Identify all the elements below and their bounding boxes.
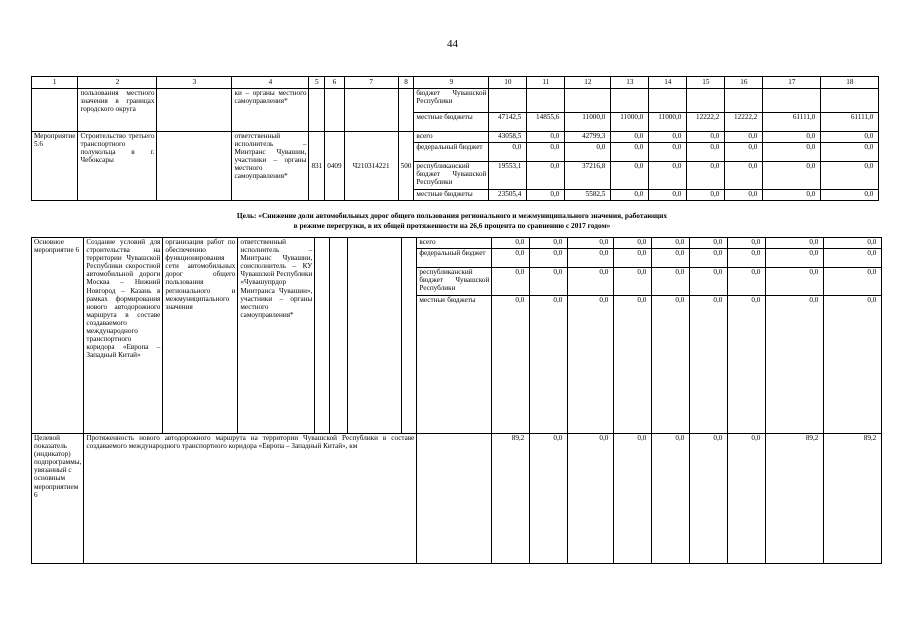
amount-cell: 11000,0 bbox=[565, 113, 611, 132]
indicator-value: 0,0 bbox=[652, 434, 690, 564]
amount-cell: 0,0 bbox=[763, 162, 821, 190]
amount-cell: 0,0 bbox=[824, 249, 882, 268]
amount-cell: 0,0 bbox=[652, 238, 690, 249]
amount-cell: 23505,4 bbox=[489, 190, 527, 201]
amount-cell: 0,0 bbox=[687, 162, 725, 190]
column-number: 16 bbox=[725, 77, 763, 89]
amount-cell: 0,0 bbox=[530, 268, 568, 296]
amount-cell: 0,0 bbox=[492, 238, 530, 249]
amount-cell: 0,0 bbox=[728, 268, 766, 296]
amount-cell: 0,0 bbox=[766, 238, 824, 249]
amount-cell: 0,0 bbox=[821, 132, 879, 143]
amount-cell: 0,0 bbox=[725, 190, 763, 201]
amount-cell: 0,0 bbox=[824, 268, 882, 296]
budget-table-upper bbox=[31, 76, 879, 201]
funding-source: республиканский бюджет Чувашской Республики bbox=[417, 268, 492, 296]
indicator-value: 0,0 bbox=[614, 434, 652, 564]
indicator-description: Протяженность нового автодорожного маршрута на территории Чувашской Республики в составе создаваемого международного транспортного коридора «Европа – Западный Китай», км bbox=[84, 434, 417, 564]
rzpr-code: 0409 bbox=[325, 132, 344, 201]
amount-cell: 0,0 bbox=[728, 296, 766, 434]
column-number: 6 bbox=[325, 77, 344, 89]
amount-cell: 0,0 bbox=[652, 296, 690, 434]
goal-line-2: в режиме перегрузки, в их общей протяженности на 26,6 процента по сравнению с 2017 годом» bbox=[293, 220, 611, 230]
amount-cell: 5582,5 bbox=[565, 190, 611, 201]
indicator-value: 89,2 bbox=[824, 434, 882, 564]
amount-cell: 0,0 bbox=[824, 238, 882, 249]
indicator-value: 89,2 bbox=[492, 434, 530, 564]
column-number: 8 bbox=[398, 77, 414, 89]
table-row bbox=[32, 132, 879, 143]
column-number: 7 bbox=[344, 77, 398, 89]
event-label: Мероприятие 5.6 bbox=[32, 132, 78, 201]
amount-cell: 61111,0 bbox=[763, 113, 821, 132]
amount-cell: 0,0 bbox=[614, 296, 652, 434]
amount-cell: 0,0 bbox=[728, 249, 766, 268]
column-number: 9 bbox=[414, 77, 489, 89]
amount-cell: 0,0 bbox=[763, 190, 821, 201]
amount-cell: 0,0 bbox=[821, 162, 879, 190]
column-number: 14 bbox=[649, 77, 687, 89]
amount-cell: 0,0 bbox=[649, 132, 687, 143]
funding-source: федеральный бюджет bbox=[414, 143, 489, 162]
amount-cell: 0,0 bbox=[652, 249, 690, 268]
column-number: 15 bbox=[687, 77, 725, 89]
event-label: Основное мероприятие 6 bbox=[32, 238, 84, 434]
amount-cell: 0,0 bbox=[763, 132, 821, 143]
amount-cell: 0,0 bbox=[690, 249, 728, 268]
goal-heading bbox=[31, 211, 873, 230]
amount-cell: 0,0 bbox=[649, 190, 687, 201]
vr-code: 500 bbox=[398, 132, 414, 201]
amount-cell: 0,0 bbox=[690, 238, 728, 249]
funding-source: местные бюджеты bbox=[417, 296, 492, 434]
funding-source: всего bbox=[417, 238, 492, 249]
amount-cell: 0,0 bbox=[725, 162, 763, 190]
amount-cell: 37216,8 bbox=[565, 162, 611, 190]
column-number: 18 bbox=[821, 77, 879, 89]
amount-cell: 42799,3 bbox=[565, 132, 611, 143]
amount-cell: 0,0 bbox=[763, 143, 821, 162]
amount-cell: 43058,5 bbox=[489, 132, 527, 143]
funding-source: местные бюджеты bbox=[414, 190, 489, 201]
amount-cell: 0,0 bbox=[687, 132, 725, 143]
amount-cell: 0,0 bbox=[527, 162, 565, 190]
indicator-value: 0,0 bbox=[690, 434, 728, 564]
amount-cell: 0,0 bbox=[690, 296, 728, 434]
funding-source: местные бюджеты bbox=[414, 113, 489, 132]
amount-cell: 12222,2 bbox=[725, 113, 763, 132]
amount-cell: 0,0 bbox=[728, 238, 766, 249]
amount-cell: 0,0 bbox=[725, 143, 763, 162]
indicator-row bbox=[32, 434, 882, 564]
amount-cell: 0,0 bbox=[568, 268, 614, 296]
column-number: 11 bbox=[527, 77, 565, 89]
amount-cell: 0,0 bbox=[766, 296, 824, 434]
amount-cell: 14855,6 bbox=[527, 113, 565, 132]
column-number: 4 bbox=[232, 77, 309, 89]
amount-cell: 0,0 bbox=[821, 190, 879, 201]
amount-cell: 0,0 bbox=[611, 190, 649, 201]
amount-cell: 0,0 bbox=[821, 143, 879, 162]
amount-cell: 11000,0 bbox=[611, 113, 649, 132]
amount-cell: 0,0 bbox=[527, 132, 565, 143]
table-row bbox=[32, 238, 882, 249]
column-number: 2 bbox=[78, 77, 157, 89]
amount-cell: 0,0 bbox=[766, 249, 824, 268]
amount-cell: 0,0 bbox=[611, 143, 649, 162]
amount-cell: 0,0 bbox=[649, 143, 687, 162]
event-purpose: организация работ по обеспечению функционирования сети автомобильных дорог общего пользования регионального и межмуниципального значения bbox=[163, 238, 238, 434]
amount-cell: 0,0 bbox=[687, 143, 725, 162]
amount-cell: 0,0 bbox=[766, 268, 824, 296]
amount-cell: 0,0 bbox=[687, 190, 725, 201]
continued-executor: ки – органы местного самоуправления* bbox=[232, 89, 309, 132]
amount-cell: 0,0 bbox=[568, 238, 614, 249]
amount-cell: 0,0 bbox=[530, 249, 568, 268]
funding-source: бюджет Чувашской Республики bbox=[414, 89, 489, 113]
amount-cell: 0,0 bbox=[527, 190, 565, 201]
amount-cell: 12222,2 bbox=[687, 113, 725, 132]
indicator-label: Целевой показатель (индикатор) подпрограммы, увязанный с основным мероприятием 6 bbox=[32, 434, 84, 564]
amount-cell: 0,0 bbox=[565, 143, 611, 162]
event-executor: ответственный исполнитель – Минтранс Чувашии, участники – органы местного самоуправления* bbox=[232, 132, 309, 201]
event-description: Строительство третьего транспортного полукольца в г. Чебоксары bbox=[78, 132, 157, 201]
amount-cell: 0,0 bbox=[614, 249, 652, 268]
amount-cell: 0,0 bbox=[489, 143, 527, 162]
grbs-code: 831 bbox=[309, 132, 325, 201]
funding-source: всего bbox=[414, 132, 489, 143]
amount-cell: 0,0 bbox=[614, 238, 652, 249]
amount-cell: 61111,0 bbox=[821, 113, 879, 132]
indicator-value: 0,0 bbox=[728, 434, 766, 564]
amount-cell: 0,0 bbox=[568, 296, 614, 434]
amount-cell: 0,0 bbox=[527, 143, 565, 162]
column-number: 1 bbox=[32, 77, 78, 89]
column-number: 17 bbox=[763, 77, 821, 89]
column-number: 5 bbox=[309, 77, 325, 89]
csr-code: Ч210314221 bbox=[344, 132, 398, 201]
amount-cell: 0,0 bbox=[492, 268, 530, 296]
amount-cell: 0,0 bbox=[649, 162, 687, 190]
indicator-value: 0,0 bbox=[530, 434, 568, 564]
amount-cell: 0,0 bbox=[530, 296, 568, 434]
amount-cell: 0,0 bbox=[652, 268, 690, 296]
amount-cell: 0,0 bbox=[492, 296, 530, 434]
amount-cell: 0,0 bbox=[690, 268, 728, 296]
amount-cell: 19553,1 bbox=[489, 162, 527, 190]
amount-cell: 0,0 bbox=[611, 132, 649, 143]
funding-source: республиканский бюджет Чувашской Республики bbox=[414, 162, 489, 190]
column-number: 10 bbox=[489, 77, 527, 89]
column-number-row bbox=[32, 77, 879, 89]
indicator-value: 89,2 bbox=[766, 434, 824, 564]
amount-cell: 0,0 bbox=[611, 162, 649, 190]
continued-description: пользования местного значения в границах городского округа bbox=[78, 89, 157, 132]
column-number: 13 bbox=[611, 77, 649, 89]
amount-cell: 11000,0 bbox=[649, 113, 687, 132]
amount-cell: 0,0 bbox=[725, 132, 763, 143]
event-executor: ответственный исполнитель – Минтранс Чувашии, соисполнитель – КУ Чувашской Республики «Чувашупрдор Минтранса Чувашии», участники – органы местного самоуправления* bbox=[238, 238, 315, 434]
amount-cell: 0,0 bbox=[824, 296, 882, 434]
event-description: Создание условий для строительства на территории Чувашской Республики скоростной автомобильной дороги Москва – Нижний Новгород – Казань в рамках формирования нового автодорожного маршрута в составе создаваемого международного транспортного коридора «Европа – Западный Китай» bbox=[84, 238, 163, 434]
table-row bbox=[32, 89, 879, 113]
column-number: 3 bbox=[157, 77, 232, 89]
goal-line-1: Цель: «Снижение доли автомобильных дорог общего пользования регионального и межмуниципального значения, работающих bbox=[236, 211, 668, 220]
amount-cell: 0,0 bbox=[530, 238, 568, 249]
page-number: 44 bbox=[447, 38, 458, 50]
funding-source: федеральный бюджет bbox=[417, 249, 492, 268]
budget-table-lower bbox=[31, 237, 882, 564]
amount-cell: 0,0 bbox=[614, 268, 652, 296]
amount-cell: 47142,5 bbox=[489, 113, 527, 132]
amount-cell: 0,0 bbox=[492, 249, 530, 268]
indicator-value: 0,0 bbox=[568, 434, 614, 564]
column-number: 12 bbox=[565, 77, 611, 89]
amount-cell: 0,0 bbox=[568, 249, 614, 268]
